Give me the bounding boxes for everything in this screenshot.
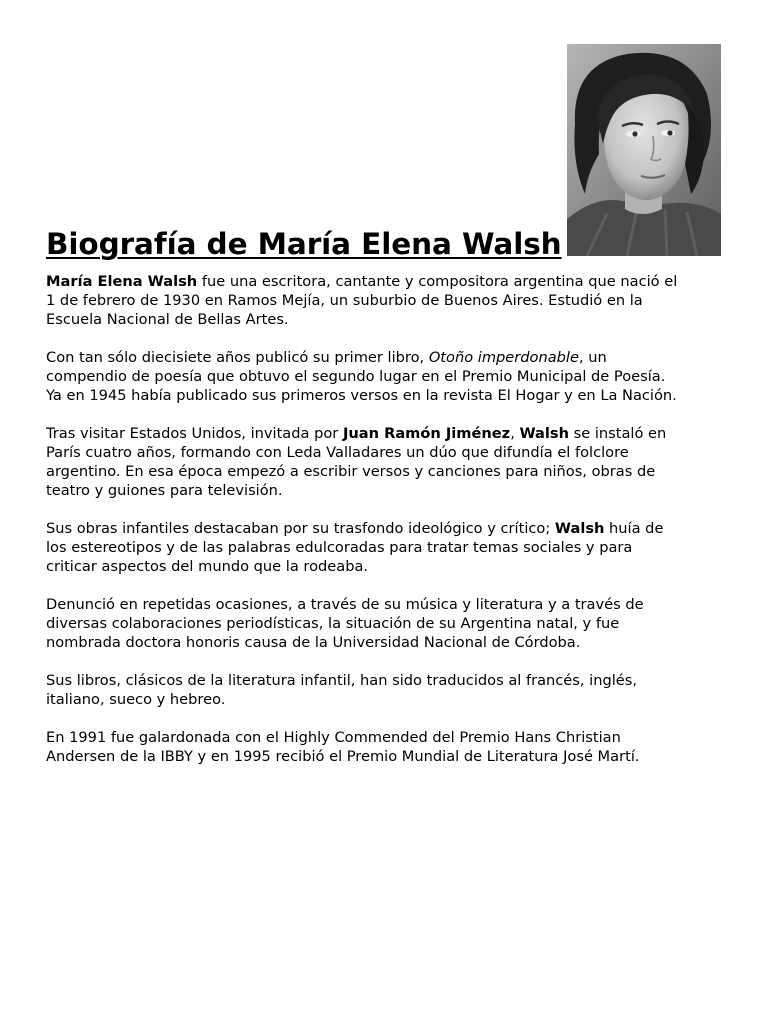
paragraph-1 — [46, 272, 726, 329]
text-fragment: Tras visitar Estados Unidos, invitada por — [46, 425, 343, 442]
book-title: Otoño imperdonable — [428, 349, 579, 366]
text-line — [46, 425, 666, 442]
text-fragment: , un — [578, 349, 607, 366]
text-line: compendio de poesía que obtuvo el segundo lugar en el Premio Municipal de Poesía. — [46, 368, 666, 385]
text-line: Denunció en repetidas ocasiones, a través de su música y literatura y a través de — [46, 596, 644, 613]
paragraph-4 — [46, 519, 726, 576]
text-line: los estereotipos y de las palabras edulcoradas para tratar temas sociales y para — [46, 539, 633, 556]
paragraph-3 — [46, 424, 726, 500]
text-line: Ya en 1945 había publicado sus primeros versos en la revista El Hogar y en La Nación. — [46, 387, 677, 404]
text-line: nombrada doctora honoris causa de la Universidad Nacional de Córdoba. — [46, 634, 581, 651]
text-fragment: , — [510, 425, 520, 442]
bold-name: Juan Ramón Jiménez — [342, 425, 511, 442]
page-title: Biografía de María Elena Walsh — [46, 227, 562, 261]
text-line: argentino. En esa época empezó a escribir versos y canciones para niños, obras de — [46, 463, 656, 480]
text-fragment: Sus obras infantiles destacaban por su trasfondo ideológico y crítico; — [46, 520, 555, 537]
text-line — [46, 520, 663, 537]
text-line: En 1991 fue galardonada con el Highly Commended del Premio Hans Christian — [46, 729, 621, 746]
text-line: Escuela Nacional de Bellas Artes. — [46, 311, 289, 328]
text-fragment: huía de — [604, 520, 664, 537]
text-line: París cuatro años, formando con Leda Valladares un dúo que difundía el folclore — [46, 444, 629, 461]
text-line: diversas colaboraciones periodísticas, la situación de su Argentina natal, y fue — [46, 615, 620, 632]
text-line: italiano, sueco y hebreo. — [46, 691, 226, 708]
text-line: 1 de febrero de 1930 en Ramos Mejía, un suburbio de Buenos Aires. Estudió en la — [46, 292, 643, 309]
paragraph-5 — [46, 595, 726, 652]
portrait-photo — [567, 44, 721, 256]
text-line: Andersen de la IBBY y en 1995 recibió el Premio Mundial de Literatura José Martí. — [46, 748, 640, 765]
text-fragment: se instaló en — [568, 425, 667, 442]
paragraph-7 — [46, 728, 726, 766]
paragraph-6 — [46, 671, 726, 709]
biography-text — [46, 272, 726, 785]
text-line — [46, 273, 677, 290]
bold-name: Walsh — [554, 520, 605, 537]
bold-name: Walsh — [519, 425, 569, 442]
text-line: Sus libros, clásicos de la literatura infantil, han sido traducidos al francés, inglés, — [46, 672, 638, 689]
paragraph-2 — [46, 348, 726, 405]
text-line — [46, 349, 607, 366]
text-fragment: Con tan sólo diecisiete años publicó su primer libro, — [46, 349, 429, 366]
text-line: teatro y guiones para televisión. — [46, 482, 283, 499]
bold-name: María Elena Walsh — [46, 273, 198, 290]
text-line: criticar aspectos del mundo que la rodeaba. — [46, 558, 369, 575]
text-fragment: fue una escritora, cantante y compositora argentina que nació el — [197, 273, 678, 290]
